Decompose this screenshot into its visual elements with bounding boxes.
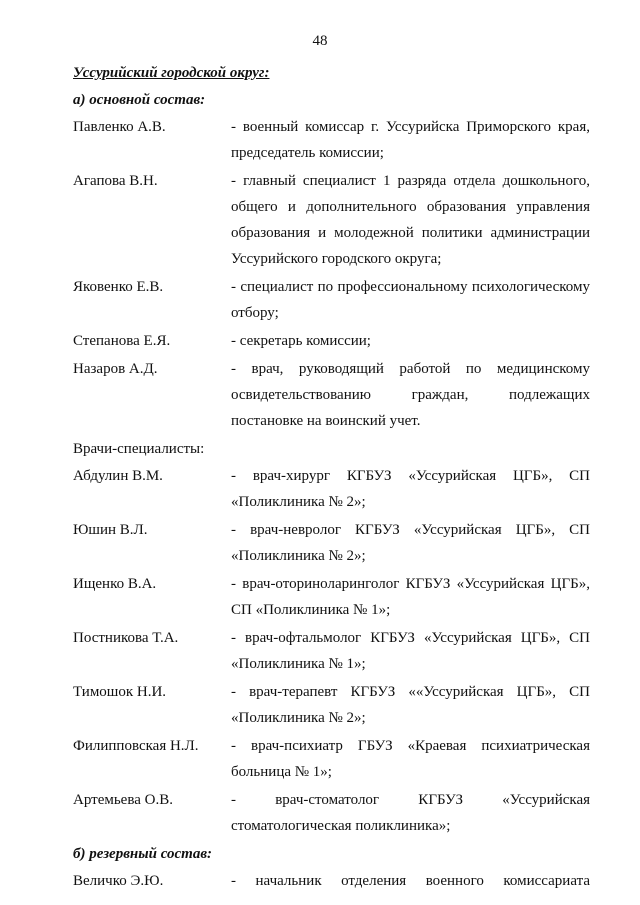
- specialist-role: - врач-невролог КГБУЗ «Уссурийская ЦГБ», СП «Поликлиника № 2»;: [231, 522, 590, 564]
- member-role: - специалист по профессиональному психологическому отбору;: [231, 279, 590, 321]
- member-entry: [73, 328, 590, 354]
- page-number: 48: [312, 33, 328, 49]
- specialist-name: Филипповская Н.Л.: [73, 738, 199, 754]
- reserve-composition-label: б) резервный состав:: [73, 846, 213, 862]
- specialist-entry: [73, 571, 590, 623]
- specialist-name: Артемьева О.В.: [73, 792, 173, 808]
- member-name: Степанова Е.Я.: [73, 333, 171, 349]
- member-entry: [73, 168, 590, 272]
- specialist-entry: [73, 517, 590, 569]
- specialist-role: - врач-офтальмолог КГБУЗ «Уссурийская ЦГБ», СП «Поликлиника № 1»;: [231, 630, 590, 672]
- document-body: [73, 60, 590, 894]
- specialist-name: Абдулин В.М.: [73, 468, 163, 484]
- member-entry: [73, 274, 590, 326]
- specialist-name: Ищенко В.А.: [73, 576, 157, 592]
- specialist-entry: [73, 679, 590, 731]
- member-entry: [73, 356, 590, 434]
- specialist-role: - врач-хирург КГБУЗ «Уссурийская ЦГБ», СП «Поликлиника № 2»;: [231, 468, 590, 510]
- specialist-name: Юшин В.Л.: [73, 522, 148, 538]
- member-name: Назаров А.Д.: [73, 361, 158, 377]
- member-name: Агапова В.Н.: [73, 173, 158, 189]
- district-heading: Уссурийский городской округ:: [73, 65, 270, 81]
- specialist-entry: [73, 787, 590, 839]
- specialist-role: - врач-оториноларинголог КГБУЗ «Уссурийская ЦГБ», СП «Поликлиника № 1»;: [231, 576, 590, 618]
- member-entry: [73, 868, 590, 894]
- specialist-entry: [73, 463, 590, 515]
- specialist-name: Постникова Т.А.: [73, 630, 179, 646]
- member-role: - начальник отделения военного комиссариата: [231, 873, 590, 889]
- specialist-entry: [73, 625, 590, 677]
- member-role: - секретарь комиссии;: [231, 333, 371, 349]
- member-role: - военный комиссар г. Уссурийска Приморского края, председатель комиссии;: [231, 119, 590, 161]
- main-composition-label: а) основной состав:: [73, 92, 206, 108]
- member-name: Величко Э.Ю.: [73, 873, 164, 889]
- member-name: Яковенко Е.В.: [73, 279, 164, 295]
- member-entry: [73, 114, 590, 166]
- specialist-role: - врач-терапевт КГБУЗ ««Уссурийская ЦГБ», СП «Поликлиника № 2»;: [231, 684, 590, 726]
- member-role: - врач, руководящий работой по медицинскому освидетельствованию граждан, подлежащих постановке на воинский учет.: [231, 361, 590, 429]
- member-role: - главный специалист 1 разряда отдела дошкольного, общего и дополнительного образования управления образования и молодежной политики администрации Уссурийского городского округа;: [231, 173, 590, 267]
- specialist-name: Тимошок Н.И.: [73, 684, 167, 700]
- specialist-role: - врач-стоматолог КГБУЗ «Уссурийская стоматологическая поликлиника»;: [231, 792, 590, 834]
- specialist-entry: [73, 733, 590, 785]
- specialist-role: - врач-психиатр ГБУЗ «Краевая психиатрическая больница № 1»;: [231, 738, 590, 780]
- specialists-label: Врачи-специалисты:: [73, 441, 205, 457]
- member-name: Павленко А.В.: [73, 119, 166, 135]
